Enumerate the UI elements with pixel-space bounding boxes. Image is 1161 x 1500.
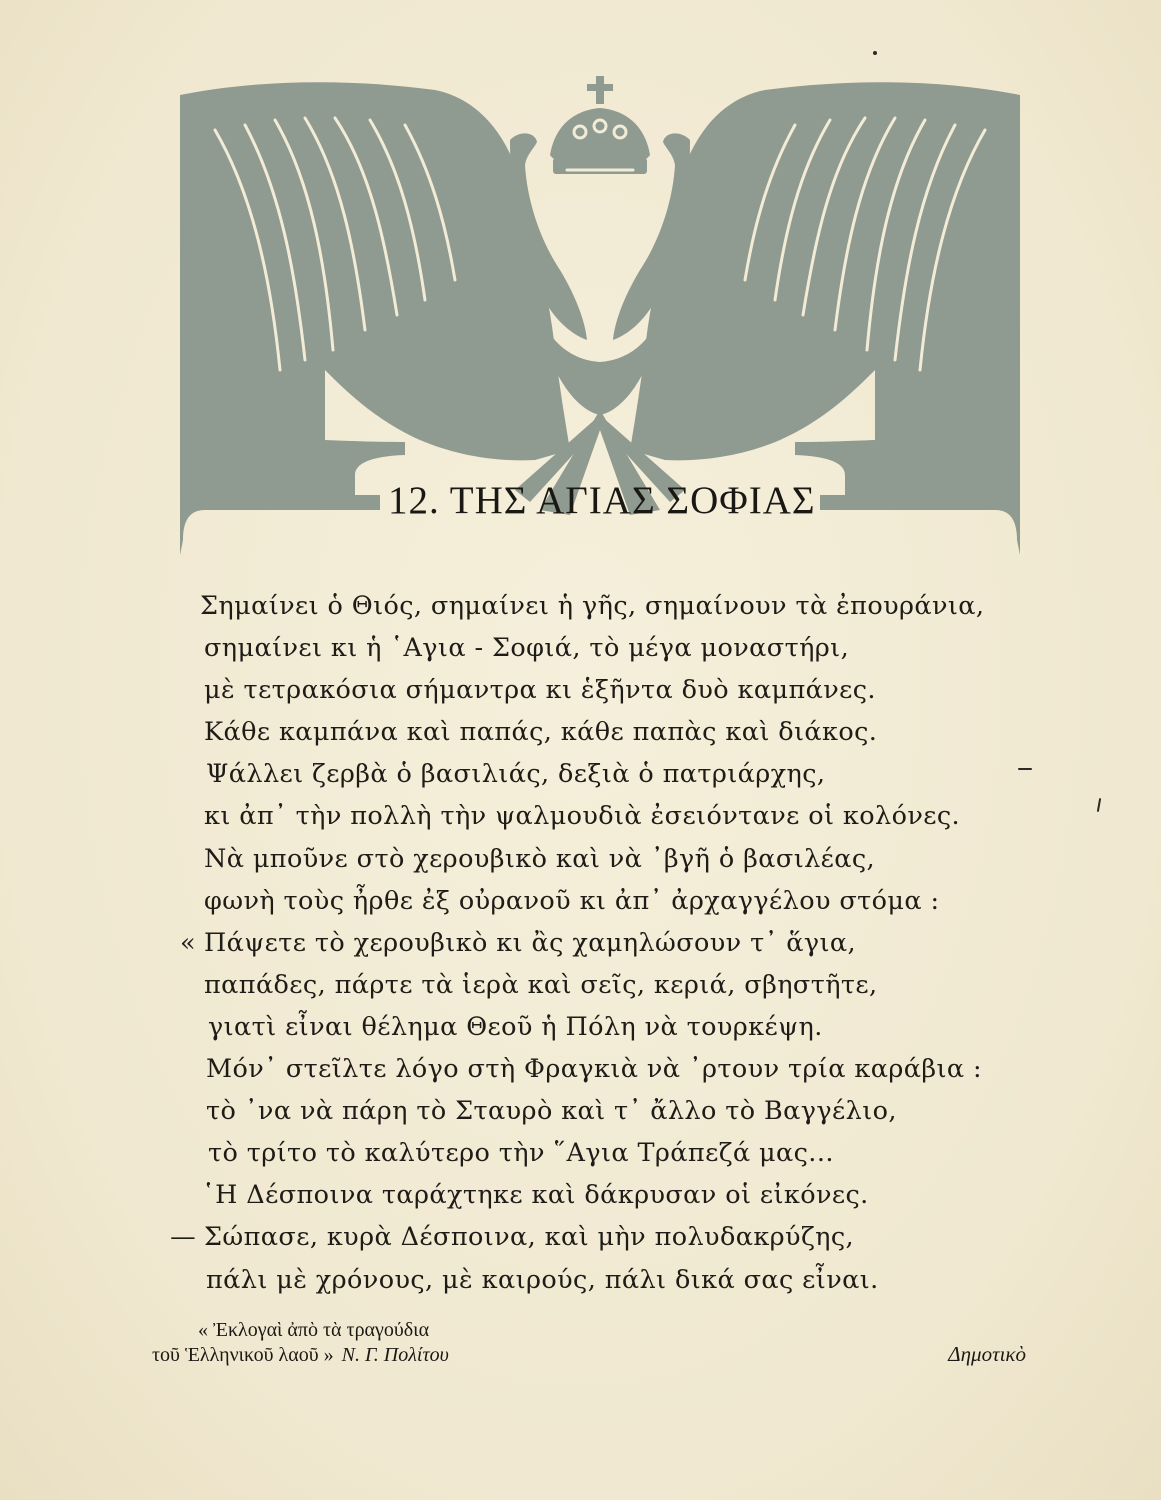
poem-line <box>150 964 1050 1006</box>
source-author: Ν. Γ. Πολίτου <box>341 1344 449 1366</box>
source-line-1: « Ἐκλογαὶ ἀπὸ τὰ τραγούδια <box>198 1319 430 1341</box>
poem-line <box>150 1259 1050 1301</box>
poem-line-text: Μόν᾿ στεῖλτε λόγο στὴ Φραγκιὰ νὰ ᾿ρτουν τρία καράβια : <box>206 1054 983 1085</box>
poem-line-text: Σώπασε, κυρὰ Δέσποινα, καὶ μὴν πολυδακρύζης, <box>204 1222 855 1253</box>
poem-line-text: μὲ τετρακόσια σήμαντρα κι ἑξῆντα δυὸ καμπάνες. <box>204 675 876 706</box>
poem-line-text: παπάδες, πάρτε τὰ ἱερὰ καὶ σεῖς, κεριά, σβηστῆτε, <box>204 969 878 1000</box>
poem-line <box>150 585 1050 627</box>
poem-line <box>150 1174 1050 1216</box>
poem-line-text: κι ἀπ᾿ τὴν πολλὴ τὴν ψαλμουδιὰ ἐσειόντανε οἱ κολόνες. <box>204 801 961 832</box>
paper-speck <box>873 51 877 55</box>
poem-line <box>150 1048 1050 1090</box>
poem <box>150 585 1050 1301</box>
poem-line <box>150 838 1050 880</box>
paper-speck <box>1018 768 1032 770</box>
poem-line-text: τὸ τρίτο τὸ καλύτερο τὴν ῞Αγια Τράπεζά μας... <box>208 1138 834 1169</box>
poem-line <box>150 922 1050 964</box>
poem-line-text: σημαίνει κι ἡ ῾Αγια - Σοφιά, τὸ μέγα μοναστήρι, <box>204 633 850 664</box>
poem-line-text: Πάψετε τὸ χερουβικὸ κι ἂς χαμηλώσουν τ᾿ ἅγια, <box>204 927 857 958</box>
poem-line-prefix: « <box>179 927 196 958</box>
poem-line-text: Νὰ μποῦνε στὸ χερουβικὸ καὶ νὰ ᾿βγῆ ὁ βασιλέας, <box>204 843 876 874</box>
poem-line <box>150 795 1050 837</box>
paper-speck <box>1097 798 1101 812</box>
poem-line-text: Σημαίνει ὁ Θιός, σημαίνει ἡ γῆς, σημαίνουν τὰ ἐπουράνια, <box>200 591 985 621</box>
source-collection: τοῦ Ἑλληνικοῦ λαοῦ » <box>152 1344 334 1366</box>
poem-line-text: Κάθε καμπάνα καὶ παπάς, κάθε παπὰς καὶ διάκος. <box>204 717 878 748</box>
poem-line <box>150 1132 1050 1174</box>
poem-line <box>150 1216 1050 1258</box>
poem-line <box>150 711 1050 753</box>
poem-line <box>150 669 1050 711</box>
poem-line-text: ῾Η Δέσποινα ταράχτηκε καὶ δάκρυσαν οἱ εἰκόνες. <box>202 1180 869 1211</box>
poem-line-text: Ψάλλει ζερβὰ ὁ βασιλιάς, δεξιὰ ὁ πατριάρχης, <box>206 759 826 790</box>
source-line-2 <box>152 1343 449 1368</box>
poem-line-prefix: — <box>170 1222 196 1253</box>
poem-line <box>150 880 1050 922</box>
poem-line <box>150 753 1050 795</box>
genre-label: Δημοτικὸ <box>948 1342 1026 1366</box>
poem-line-text: πάλι μὲ χρόνους, μὲ καιρούς, πάλι δικά σας εἶναι. <box>206 1264 879 1295</box>
poem-line <box>150 1090 1050 1132</box>
poem-line <box>150 627 1050 669</box>
poem-line-text: φωνὴ τοὺς ἦρθε ἐξ οὐρανοῦ κι ἀπ᾿ ἀρχαγγέλου στόμα : <box>204 885 940 916</box>
poem-line-text: γιατὶ εἶναι θέλημα Θεοῦ ἡ Πόλη νὰ τουρκέψη. <box>208 1011 823 1042</box>
poem-line-text: τὸ ᾿να νὰ πάρη τὸ Σταυρὸ καὶ τ᾿ ἄλλο τὸ Βαγγέλιο, <box>206 1096 897 1127</box>
source-citation <box>152 1318 449 1368</box>
poem-line <box>150 1006 1050 1048</box>
page-title: 12. ΤΗΣ ΑΓΙΑΣ ΣΟΦΙΑΣ <box>388 479 816 522</box>
